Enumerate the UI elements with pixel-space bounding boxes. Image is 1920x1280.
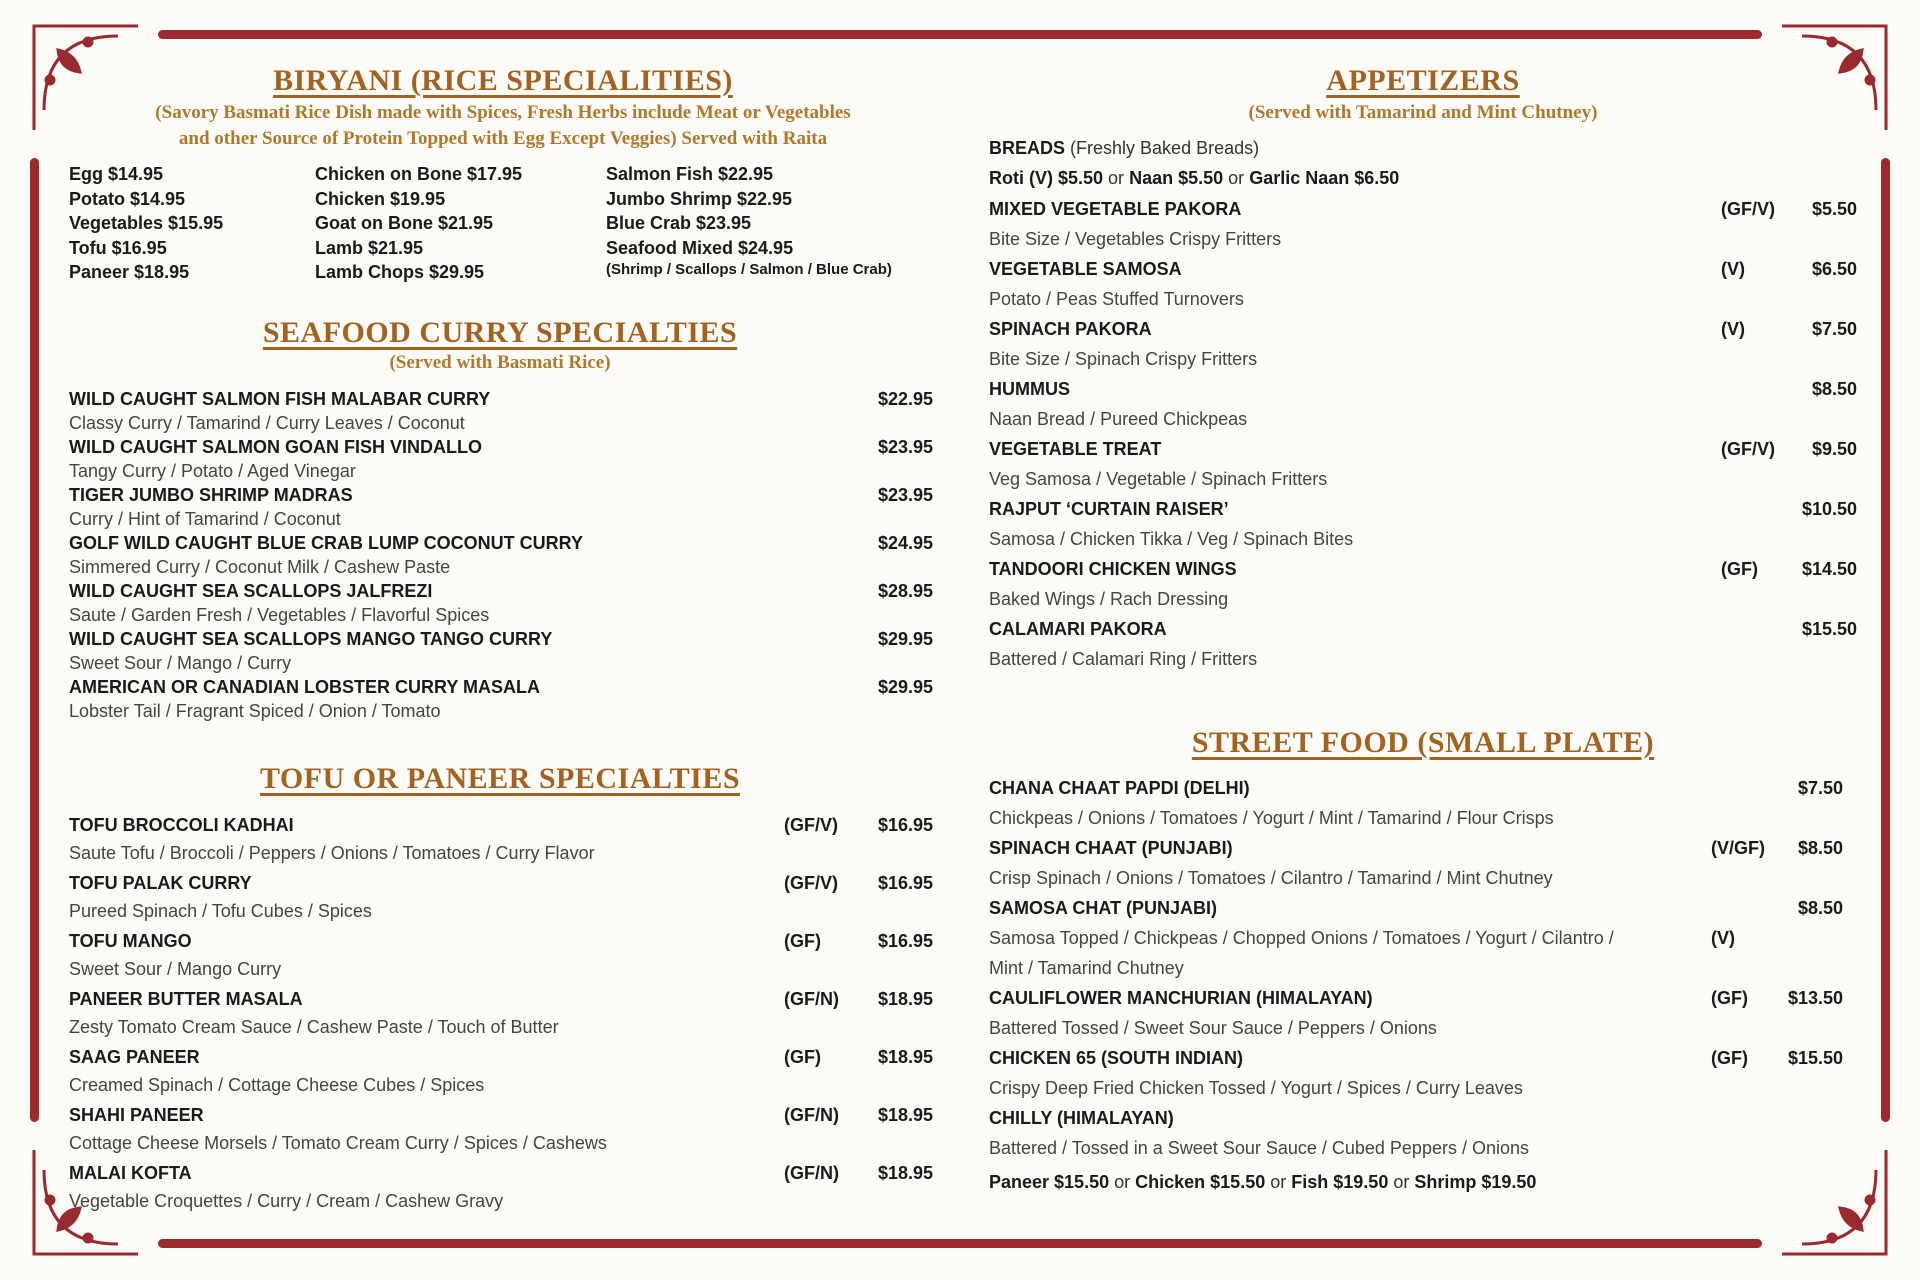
menu-item-row [989,1106,1859,1130]
menu-item-description [989,527,1859,551]
menu-item-name: WILD CAUGHT SALMON FISH MALABAR CURRY [69,389,491,409]
menu-item-name: TOFU PALAK CURRY [69,873,252,893]
menu-item-description-text: Bite Size / Spinach Crispy Fritters [989,349,1258,369]
menu-item-description-text: Battered Tossed / Sweet Sour Sauce / Peppers / Onions [989,1018,1437,1038]
menu-item-description [989,587,1859,611]
menu-item-description-text: Sweet Sour / Mango Curry [69,959,282,979]
biryani-item: Paneer $18.95 [69,262,190,282]
roti-option: Roti (V) $5.50 [989,168,1104,188]
chilly-chicken: Chicken $15.50 [1135,1172,1266,1192]
menu-item-price: $13.50 [1787,988,1843,1008]
tofu-list [69,813,933,1219]
menu-item-name: WILD CAUGHT SEA SCALLOPS MANGO TANGO CURRY [69,629,553,649]
diet-tag: (GF) [1711,988,1748,1008]
menu-item-description-text: Simmered Curry / Coconut Milk / Cashew Paste [69,557,451,577]
menu-item-description [989,1076,1859,1100]
menu-item-price: $18.95 [877,1105,933,1125]
menu-item-row [69,1103,933,1127]
menu-item-name: GOLF WILD CAUGHT BLUE CRAB LUMP COCONUT CURRY [69,533,583,553]
or-separator: or [1270,1172,1287,1192]
menu-item-row [69,483,933,507]
diet-tag: (GF/V) [784,815,838,835]
menu-item-name: PANEER BUTTER MASALA [69,989,303,1009]
menu-item-description-text: Crisp Spinach / Onions / Tomatoes / Cilantro / Tamarind / Mint Chutney [989,868,1553,888]
diet-tag: (GF) [784,1047,821,1067]
chilly-fish: Fish $19.50 [1291,1172,1389,1192]
menu-item-row [989,896,1859,920]
biryani-item: Seafood Mixed $24.95 [606,237,794,258]
menu-item-row [989,257,1859,281]
menu-item-description-text: Creamed Spinach / Cottage Cheese Cubes / Spices [69,1075,485,1095]
menu-item-name: SAAG PANEER [69,1047,200,1067]
biryani-section [68,64,938,152]
diet-tag: (GF) [1721,559,1758,579]
menu-item-row [69,387,933,411]
breads-label: BREADS [989,138,1066,158]
menu-item-description [989,866,1859,890]
biryani-subtitle-line2: and other Source of Protein Topped with Egg Except Veggies) Served with Raita [178,128,828,149]
menu-item-name: SAMOSA CHAT (PUNJABI) [989,898,1217,918]
biryani-item: Blue Crab $23.95 [606,213,752,233]
menu-item-description [989,647,1859,671]
biryani-item: Egg $14.95 [69,164,164,184]
menu-item-description [69,1131,933,1155]
menu-item-name: WILD CAUGHT SEA SCALLOPS JALFREZI [69,581,433,601]
menu-item-name: CALAMARI PAKORA [989,619,1167,639]
tofu-section [68,762,932,796]
menu-item-price: $18.95 [877,1163,933,1183]
menu-item-row [989,986,1859,1010]
appetizers-list [989,197,1859,677]
chilly-paneer: Paneer $15.50 [989,1172,1110,1192]
frame-bottom-border [158,1239,1762,1248]
menu-item-description [989,407,1859,431]
menu-item-price: $7.50 [1797,778,1843,798]
garlic-naan-option: Garlic Naan $6.50 [1249,168,1400,188]
seafood-list [69,387,933,723]
or-separator: or [1108,168,1125,188]
menu-item-price: $10.50 [1801,499,1857,519]
appetizers-section [990,64,1856,126]
menu-item-name: MALAI KOFTA [69,1163,192,1183]
or-separator: or [1393,1172,1410,1192]
menu-item-description-text: Tangy Curry / Potato / Aged Vinegar [69,461,356,481]
menu-item-name: RAJPUT ‘CURTAIN RAISER’ [989,499,1229,519]
biryani-col2 [315,162,522,285]
naan-option: Naan $5.50 [1129,168,1224,188]
diet-tag: (GF/N) [784,1163,839,1183]
menu-item-description [69,899,933,923]
biryani-col1 [69,162,223,285]
diet-tag: (V/GF) [1711,838,1765,858]
menu-item-description [989,347,1859,371]
menu-item-description [69,411,933,435]
menu-item-name: SPINACH CHAAT (PUNJABI) [989,838,1233,858]
menu-item-row [69,929,933,953]
menu-item-description-text: Curry / Hint of Tamarind / Coconut [69,509,341,529]
menu-item-description [69,1189,933,1213]
diet-tag: (V) [1711,928,1735,948]
menu-item-name: CHICKEN 65 (SOUTH INDIAN) [989,1048,1244,1068]
seafood-section [68,316,932,376]
street-title: STREET FOOD (SMALL PLATE) [1191,726,1655,759]
menu-item-price: $8.50 [1811,379,1857,399]
menu-item-price: $23.95 [877,485,933,505]
menu-item-description-text: Baked Wings / Rach Dressing [989,589,1229,609]
seafood-title: SEAFOOD CURRY SPECIALTIES [262,316,738,349]
menu-item-price: $29.95 [877,677,933,697]
menu-item-row [989,557,1859,581]
menu-item-description-text: Saute / Garden Fresh / Vegetables / Flavorful Spices [69,605,490,625]
breads-note: (Freshly Baked Breads) [1070,138,1260,158]
menu-item-row [989,836,1859,860]
menu-item-description-text: Sweet Sour / Mango / Curry [69,653,292,673]
chilly-options [989,1170,1536,1194]
menu-item-description [69,459,933,483]
appetizers-subtitle: (Served with Tamarind and Mint Chutney) [1248,102,1598,123]
menu-item-description-text: Lobster Tail / Fragrant Spiced / Onion / Tomato [69,701,441,721]
menu-item-description [989,227,1859,251]
menu-item-name: VEGETABLE TREAT [989,439,1162,459]
menu-item-description [989,1016,1859,1040]
menu-item-name: AMERICAN OR CANADIAN LOBSTER CURRY MASALA [69,677,540,697]
menu-item-row [69,579,933,603]
menu-item-description-text: Classy Curry / Tamarind / Curry Leaves / Coconut [69,413,465,433]
diet-tag: (GF/V) [1721,439,1775,459]
menu-item-row [69,871,933,895]
menu-item-price: $16.95 [877,815,933,835]
diet-tag: (GF/V) [784,873,838,893]
street-list [989,776,1859,1166]
menu-item-name: MIXED VEGETABLE PAKORA [989,199,1242,219]
menu-item-description [69,555,933,579]
menu-item-price: $15.50 [1787,1048,1843,1068]
frame-left-border [30,158,39,1122]
menu-item-row [69,1161,933,1185]
menu-item-description [989,1136,1859,1160]
menu-item-name: TANDOORI CHICKEN WINGS [989,559,1237,579]
menu-item-description-text: Bite Size / Vegetables Crispy Fritters [989,229,1282,249]
frame-top-border [158,30,1762,39]
menu-item-description [69,957,933,981]
menu-item-price: $18.95 [877,1047,933,1067]
menu-item-description-text: Saute Tofu / Broccoli / Peppers / Onions / Tomatoes / Curry Flavor [69,843,595,863]
menu-item-description-text: Potato / Peas Stuffed Turnovers [989,289,1244,309]
menu-item-description-text: Pureed Spinach / Tofu Cubes / Spices [69,901,372,921]
menu-item-name: TOFU BROCCOLI KADHAI [69,815,294,835]
menu-item-price: $15.50 [1801,619,1857,639]
menu-item-description [69,1015,933,1039]
breads-heading [989,136,1859,160]
biryani-item: Lamb Chops $29.95 [315,262,485,282]
menu-item-row [989,317,1859,341]
menu-item-description-text: Battered / Tossed in a Sweet Sour Sauce / Cubed Peppers / Onions [989,1138,1529,1158]
menu-item-price: $5.50 [1811,199,1857,219]
menu-item-name: HUMMUS [989,379,1070,399]
menu-item-description-text: Chickpeas / Onions / Tomatoes / Yogurt / Mint / Tamarind / Flour Crisps [989,808,1554,828]
menu-item-price: $18.95 [877,989,933,1009]
menu-item-price: $24.95 [877,533,933,553]
menu-item-description [989,467,1859,491]
biryani-item: Goat on Bone $21.95 [315,213,494,233]
menu-item-description [69,507,933,531]
diet-tag: (GF) [1711,1048,1748,1068]
diet-tag: (GF) [784,931,821,951]
menu-item-price: $8.50 [1797,838,1843,858]
menu-item-description-text: Veg Samosa / Vegetable / Spinach Fritters [989,469,1328,489]
or-separator: or [1228,168,1245,188]
menu-item-row [989,197,1859,221]
diet-tag: (GF/N) [784,989,839,1009]
menu-item-row [69,813,933,837]
menu-item-description-text: Crispy Deep Fried Chicken Tossed / Yogurt / Spices / Curry Leaves [989,1078,1523,1098]
menu-item-name: CAULIFLOWER MANCHURIAN (HIMALAYAN) [989,988,1373,1008]
menu-item-price: $23.95 [877,437,933,457]
menu-item-description [989,926,1859,950]
biryani-item: Salmon Fish $22.95 [606,164,774,184]
menu-item-description-text: Naan Bread / Pureed Chickpeas [989,409,1248,429]
menu-item-price: $9.50 [1811,439,1857,459]
menu-item-row [69,1045,933,1069]
menu-item-row [989,617,1859,641]
diet-tag: (V) [1721,319,1745,339]
diet-tag: (GF/V) [1721,199,1775,219]
menu-item-row [69,675,933,699]
menu-item-description [69,699,933,723]
street-section [990,726,1856,760]
biryani-subtitle-line1: (Savory Basmati Rice Dish made with Spices, Fresh Herbs include Meat or Vegetables [155,102,851,123]
menu-item-price: $22.95 [877,389,933,409]
menu-item-description [989,806,1859,830]
menu-item-row [69,531,933,555]
seafood-subtitle: (Served with Basmati Rice) [389,352,611,373]
biryani-item: Tofu $16.95 [69,237,167,258]
breads-options [989,166,1859,190]
menu-item-name: CHANA CHAAT PAPDI (DELHI) [989,778,1250,798]
menu-item-description-text: Cottage Cheese Morsels / Tomato Cream Curry / Spices / Cashews [69,1133,607,1153]
menu-item-price: $6.50 [1811,259,1857,279]
diet-tag: (V) [1721,259,1745,279]
menu-item-description [69,841,933,865]
menu-item-row [989,377,1859,401]
menu-item-name: SPINACH PAKORA [989,319,1152,339]
diet-tag: (GF/N) [784,1105,839,1125]
biryani-item: Lamb $21.95 [315,237,424,258]
menu-item-description-text: Samosa Topped / Chickpeas / Chopped Onions / Tomatoes / Yogurt / Cilantro / [989,928,1614,948]
breads-block [989,136,1859,190]
menu-item-name: VEGETABLE SAMOSA [989,259,1182,279]
menu-item-row [69,627,933,651]
tofu-title: TOFU OR PANEER SPECIALTIES [259,762,741,795]
menu-item-price: $16.95 [877,931,933,951]
biryani-seafood-note: (Shrimp / Scallops / Salmon / Blue Crab) [606,261,892,278]
menu-item-price: $14.50 [1801,559,1857,579]
menu-item-row [989,1046,1859,1070]
menu-item-description-text: Battered / Calamari Ring / Fritters [989,649,1258,669]
menu-item-price: $16.95 [877,873,933,893]
menu-item-name: CHILLY (HIMALAYAN) [989,1108,1174,1128]
menu-item-description [69,1073,933,1097]
menu-item-row [989,776,1859,800]
menu-item-price: $8.50 [1797,898,1843,918]
menu-item-price: $28.95 [877,581,933,601]
menu-item-name: TIGER JUMBO SHRIMP MADRAS [69,485,353,505]
menu-item-row [69,987,933,1011]
menu-item-name: SHAHI PANEER [69,1105,204,1125]
menu-item-description [69,651,933,675]
menu-item-row [69,435,933,459]
menu-item-description [69,603,933,627]
biryani-item: Chicken $19.95 [315,188,446,209]
biryani-col3 [606,162,793,260]
appetizers-title: APPETIZERS [1326,64,1520,97]
menu-item-price: $29.95 [877,629,933,649]
frame-right-border [1881,158,1890,1122]
biryani-item: Jumbo Shrimp $22.95 [606,188,793,209]
menu-item-description-text: Samosa / Chicken Tikka / Veg / Spinach Bites [989,529,1354,549]
menu-item-name: WILD CAUGHT SALMON GOAN FISH VINDALLO [69,437,482,457]
or-separator: or [1114,1172,1131,1192]
biryani-subtitle [68,100,938,152]
menu-item-name: TOFU MANGO [69,931,192,951]
chilly-shrimp: Shrimp $19.50 [1414,1172,1537,1192]
biryani-item: Vegetables $15.95 [69,213,224,233]
menu-item-price: $7.50 [1811,319,1857,339]
menu-item-row [989,497,1859,521]
biryani-item: Chicken on Bone $17.95 [315,164,523,184]
menu-item-row [989,437,1859,461]
menu-item-description-cont: Mint / Tamarind Chutney [989,958,1184,978]
biryani-title: BIRYANI (RICE SPECIALITIES) [273,64,733,97]
menu-item-description-text: Zesty Tomato Cream Sauce / Cashew Paste / Touch of Butter [69,1017,559,1037]
menu-item-description [989,287,1859,311]
menu-item-description-text: Vegetable Croquettes / Curry / Cream / Cashew Gravy [69,1191,504,1211]
biryani-item: Potato $14.95 [69,188,186,209]
